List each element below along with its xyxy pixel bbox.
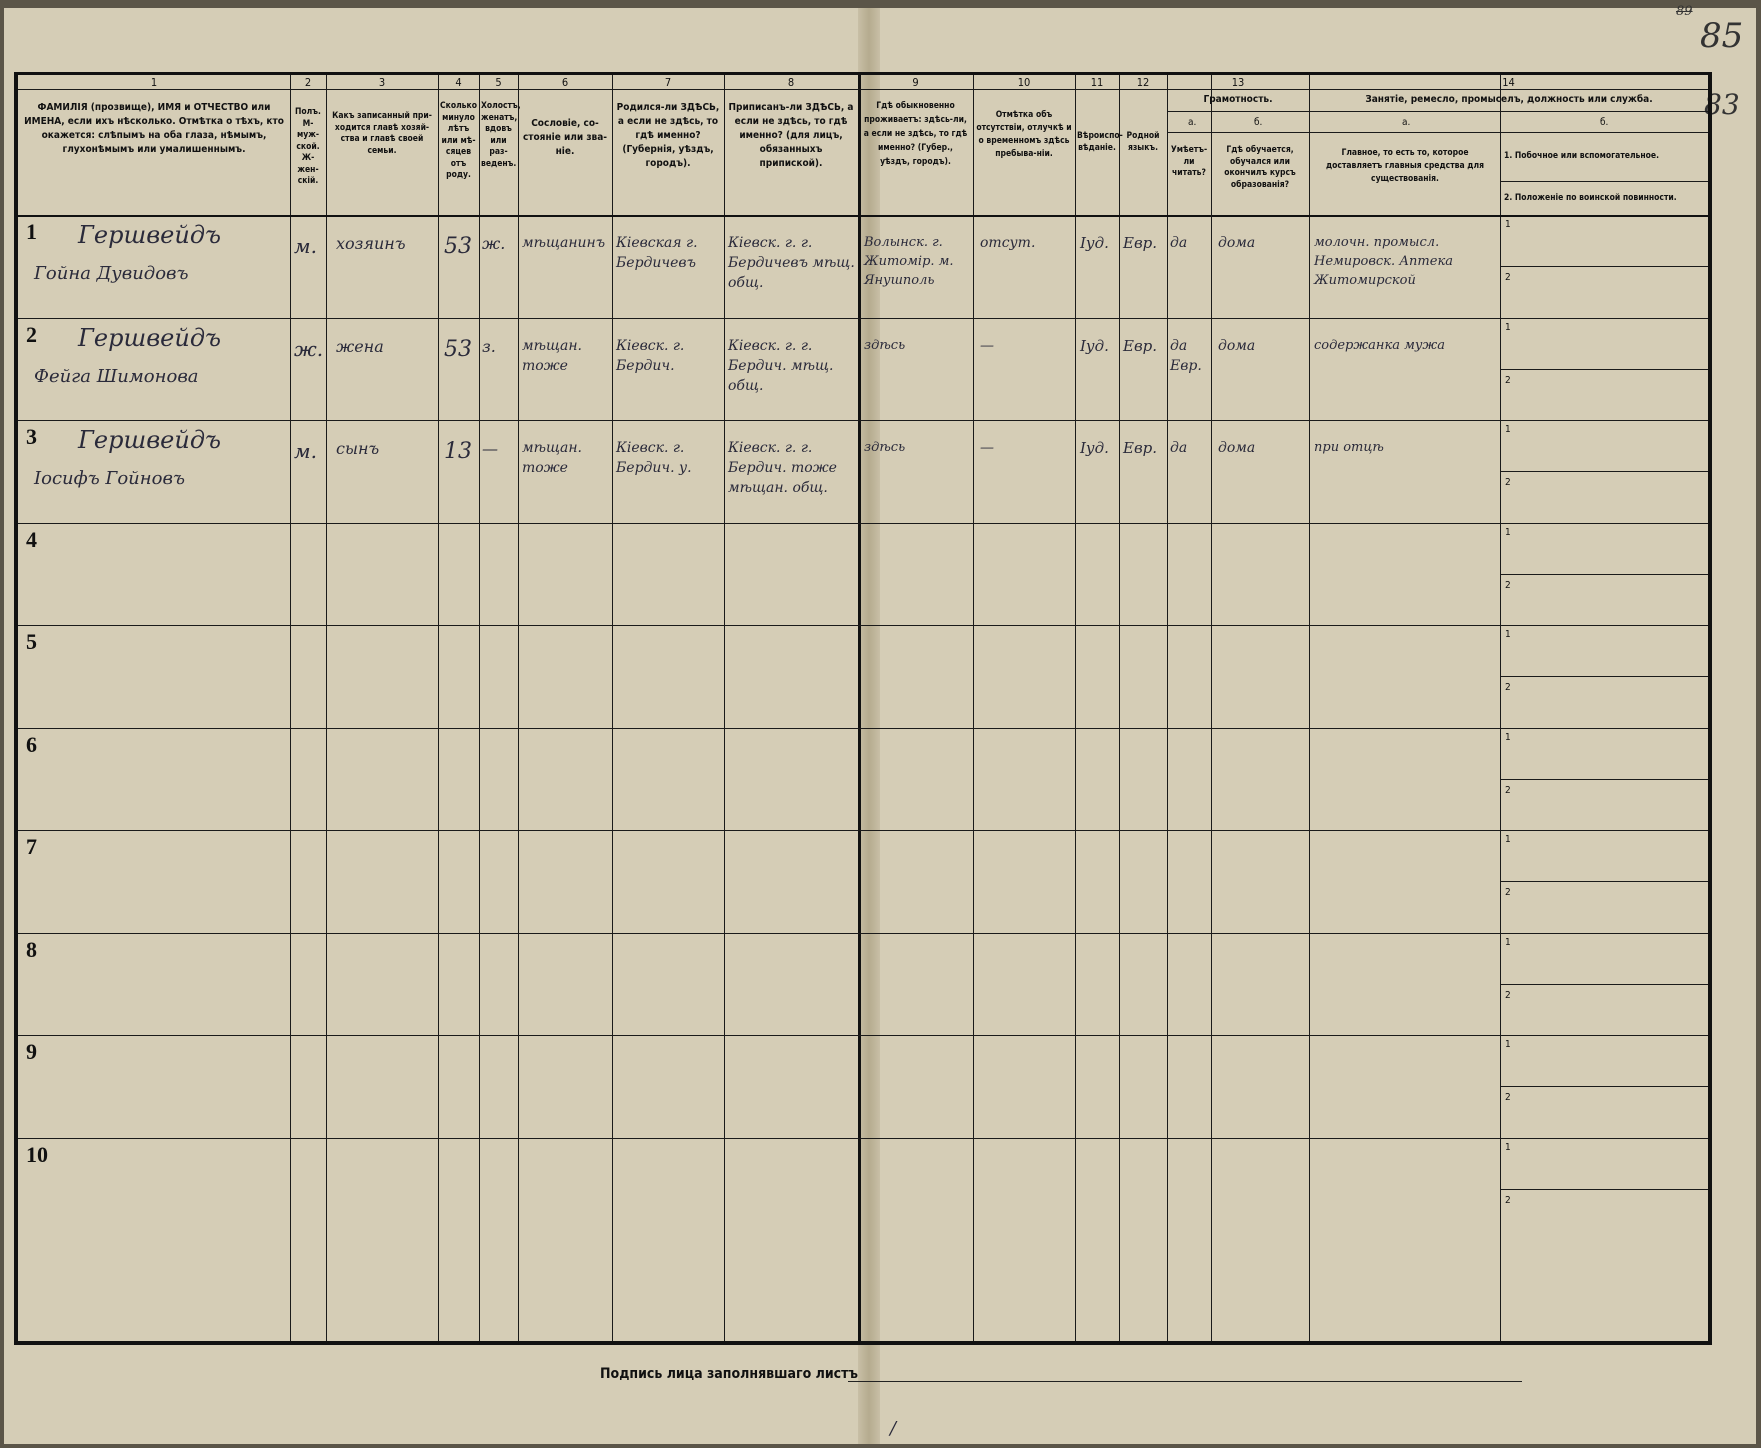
subrow-number: 2 bbox=[1505, 784, 1511, 796]
col-line bbox=[326, 75, 327, 1341]
entry-religion: Іуд. bbox=[1080, 439, 1109, 457]
header-occupation: Занятіе, ремесло, промыселъ, должность или служба. bbox=[1365, 94, 1653, 105]
entry-surname: Гершвейдъ bbox=[78, 221, 222, 249]
entry-marital: ж. bbox=[482, 234, 506, 253]
entry-religion: Іуд. bbox=[1080, 234, 1109, 252]
row-line bbox=[18, 625, 1708, 626]
colnum: 12 bbox=[1136, 76, 1150, 89]
subrow-number: 2 bbox=[1505, 887, 1511, 899]
entry-given-name: Іосифъ Гойновъ bbox=[34, 468, 185, 489]
colnum: 3 bbox=[378, 76, 386, 89]
row-number: 9 bbox=[26, 1039, 37, 1064]
entry-marital: — bbox=[482, 439, 498, 458]
col-line bbox=[973, 75, 974, 1341]
col-line bbox=[1167, 75, 1168, 1341]
entry-estate: мѣщан. тоже bbox=[522, 337, 582, 374]
subrow-number: 2 bbox=[1505, 272, 1511, 284]
row-number: 4 bbox=[26, 526, 37, 552]
entry-literate: да Евр. bbox=[1170, 337, 1202, 374]
row-line bbox=[18, 933, 1708, 934]
entry-edu: дома bbox=[1218, 235, 1256, 251]
archive-folio-number-old: 83 bbox=[1704, 88, 1740, 121]
entry-religion: Іуд. bbox=[1080, 336, 1109, 355]
header-bottom-line bbox=[18, 215, 1708, 217]
row-line bbox=[18, 1138, 1708, 1139]
header-residence: Гдѣ обыкновенно проживаетъ: здѣсь-ли, а если не здѣсь, то гдѣ именно? (Губер., уѣздъ, городъ). bbox=[863, 101, 968, 167]
entry-registered: Кіевск. г. г. Бердичевъ мѣщ. общ. bbox=[728, 235, 855, 291]
entry-residence: Волынск. г. Житомір. м. Янушполь bbox=[864, 235, 954, 288]
entry-surname: Гершвейдъ bbox=[78, 426, 222, 454]
subrow-line bbox=[1500, 1086, 1708, 1087]
entry-born: Кіевск. г. Бердич. bbox=[616, 337, 685, 374]
col-line bbox=[1309, 75, 1310, 1341]
subrow-number: 2 bbox=[1505, 579, 1511, 591]
entry-language: Евр. bbox=[1123, 234, 1158, 252]
header-main-occupation: Главное, то есть то, которое доставляетъ главныя средства для существованія. bbox=[1326, 148, 1484, 184]
header-birthplace: Родился-ли ЗДѢСЬ, а если не здѣсь, то гдѣ именно? (Губернія, уѣздъ, городъ). bbox=[616, 102, 720, 169]
entry-marital: з. bbox=[482, 336, 496, 356]
subrow-number: 1 bbox=[1505, 526, 1511, 538]
row-line bbox=[18, 523, 1708, 524]
row-number: 6 bbox=[26, 731, 37, 757]
entry-sex: ж. bbox=[294, 336, 324, 361]
subrow-number: 1 bbox=[1505, 1141, 1511, 1153]
colnum: 13 bbox=[1231, 76, 1245, 89]
header-literacy-b-label: б. bbox=[1254, 117, 1263, 128]
archive-folio-stamp: 89 bbox=[1676, 4, 1693, 19]
entry-given-name: Гойна Дувидовъ bbox=[34, 263, 189, 284]
row-line bbox=[1500, 181, 1708, 182]
subrow-number: 2 bbox=[1505, 477, 1511, 489]
row-line bbox=[18, 830, 1708, 831]
subrow-number: 1 bbox=[1505, 219, 1511, 230]
row-number: 3 bbox=[26, 424, 37, 449]
subrow-line bbox=[1500, 1189, 1708, 1190]
header-marital: Холостъ, женатъ, вдовъ или раз-веденъ. bbox=[481, 101, 521, 169]
entry-occupation: при отцѣ bbox=[1314, 440, 1384, 455]
entry-language: Евр. bbox=[1123, 439, 1158, 457]
col-line bbox=[724, 75, 725, 1341]
entry-age: 53 bbox=[444, 234, 472, 259]
colnum: 8 bbox=[787, 76, 795, 89]
subrow-number: 1 bbox=[1505, 321, 1511, 333]
subrow-number: 2 bbox=[1505, 374, 1511, 386]
entry-relation: хозяинъ bbox=[336, 234, 406, 253]
row-line bbox=[1167, 111, 1708, 112]
header-sex: Полъ. М-муж-ской. Ж-жен-скій. bbox=[295, 107, 321, 186]
subrow-number: 2 bbox=[1505, 1194, 1511, 1206]
subrow-line bbox=[1500, 779, 1708, 780]
colnum: 11 bbox=[1090, 76, 1104, 89]
row-line bbox=[18, 318, 1708, 319]
header-estate: Сословіе, со-стояніе или зва-ніе. bbox=[522, 118, 608, 157]
col-line bbox=[290, 75, 291, 1341]
header-literacy: Грамотность. bbox=[1203, 94, 1273, 105]
subrow-number: 2 bbox=[1505, 1092, 1511, 1104]
census-table bbox=[14, 72, 1712, 1345]
entry-estate: мѣщанинъ bbox=[522, 235, 606, 251]
row-number: 7 bbox=[26, 834, 37, 859]
header-education: Гдѣ обучается, обучался или окончилъ курсъ образованія? bbox=[1224, 145, 1296, 190]
col-line bbox=[858, 75, 861, 1341]
colnum: 1 bbox=[150, 76, 158, 89]
subrow-number: 1 bbox=[1505, 1039, 1511, 1050]
row-number: 10 bbox=[26, 1141, 48, 1167]
row-number: 2 bbox=[26, 321, 37, 347]
row-line bbox=[18, 89, 1708, 90]
subrow-number: 2 bbox=[1505, 989, 1511, 1001]
colnum: 6 bbox=[561, 76, 569, 89]
entry-age: 53 bbox=[444, 336, 472, 362]
entry-given-name: Фейга Шимонова bbox=[34, 365, 199, 387]
subrow-line bbox=[1500, 471, 1708, 472]
entry-registered: Кіевск. г. г. Бердич. тоже мѣщан. общ. bbox=[728, 440, 837, 496]
header-registration: Приписанъ-ли ЗДѢСЬ, а если не здѣсь, то гдѣ именно? (для лицъ, обязанныхъ припиской). bbox=[728, 102, 854, 169]
row-line bbox=[18, 728, 1708, 729]
header-occupation-a-label: а. bbox=[1402, 117, 1411, 128]
subrow-line bbox=[1500, 881, 1708, 882]
header-name: ФАМИЛІЯ (прозвище), ИМЯ и ОТЧЕСТВО или ИМЕНА, если ихъ нѣсколько. Отмѣтка о тѣхъ, кто окажется: слѣпымъ на оба глаза, нѣмымъ, глухонѣмымъ или умалишеннымъ. bbox=[24, 102, 284, 155]
colnum: 10 bbox=[1017, 76, 1031, 89]
entry-born: Кіевская г. Бердичевъ bbox=[616, 235, 698, 271]
entry-occupation: содержанка мужа bbox=[1314, 337, 1445, 353]
entry-surname: Гершвейдъ bbox=[78, 323, 222, 352]
entry-absence: — bbox=[980, 337, 994, 354]
col-line bbox=[1075, 75, 1076, 1341]
row-number: 5 bbox=[26, 629, 37, 654]
subrow-line bbox=[1500, 369, 1708, 370]
entry-edu: дома bbox=[1218, 337, 1256, 354]
archive-folio-number: 85 bbox=[1700, 16, 1744, 56]
colnum: 9 bbox=[912, 76, 919, 89]
subrow-line bbox=[1500, 574, 1708, 575]
header-age: Сколько минуло лѣтъ или мѣ-сяцев отъ роду. bbox=[440, 101, 477, 180]
entry-registered: Кіевск. г. г. Бердич. мѣщ. общ. bbox=[728, 337, 834, 394]
header-religion: Вѣроиспо-вѣданіе. bbox=[1077, 131, 1123, 153]
colnum: 14 bbox=[1502, 76, 1515, 89]
entry-language: Евр. bbox=[1123, 336, 1158, 355]
col-line bbox=[1211, 111, 1212, 1341]
col-line bbox=[479, 75, 480, 1341]
entry-sex: м. bbox=[294, 234, 317, 258]
entry-edu: дома bbox=[1218, 440, 1256, 456]
entry-occupation: молочн. промысл. Немировск. Аптека Житомирской bbox=[1314, 235, 1453, 288]
header-literacy-a-label: а. bbox=[1188, 117, 1197, 128]
colnum: 7 bbox=[664, 76, 672, 89]
subrow-number: 1 bbox=[1505, 629, 1511, 640]
subrow-number: 2 bbox=[1505, 682, 1511, 694]
entry-absence: отсут. bbox=[980, 235, 1036, 251]
col-line bbox=[518, 75, 519, 1341]
entry-residence: здѣсь bbox=[864, 440, 906, 455]
entry-relation: жена bbox=[336, 336, 384, 356]
subrow-line bbox=[1500, 676, 1708, 677]
entry-literate: да bbox=[1170, 235, 1188, 251]
header-relation: Какъ записанный при-ходится главѣ хозяй-ства и главѣ своей семьи. bbox=[332, 111, 432, 156]
row-line bbox=[18, 420, 1708, 421]
col-line bbox=[1500, 75, 1501, 1341]
header-occupation-b-label: б. bbox=[1600, 117, 1609, 128]
signature-label: Подпись лица заполнявшаго листъ bbox=[600, 1366, 858, 1382]
header-side-occupation: 1. Побочное или вспомогательное. bbox=[1504, 151, 1660, 161]
col-line bbox=[438, 75, 439, 1341]
entry-born: Кіевск. г. Бердич. у. bbox=[616, 440, 692, 476]
signature-line[interactable] bbox=[848, 1381, 1522, 1382]
entry-age: 13 bbox=[444, 439, 472, 464]
colnum: 5 bbox=[495, 76, 502, 89]
entry-absence: — bbox=[980, 440, 994, 456]
subrow-number: 1 bbox=[1505, 424, 1511, 435]
header-absence: Отмѣтка объ отсутствіи, отлучкѣ и о временномъ здѣсь пребыва-ніи. bbox=[976, 110, 1072, 159]
subrow-line bbox=[1500, 984, 1708, 985]
signature-mark: / bbox=[890, 1418, 897, 1439]
colnum: 4 bbox=[455, 76, 462, 89]
row-number: 1 bbox=[26, 219, 37, 244]
row-number: 8 bbox=[26, 936, 37, 962]
col-line bbox=[612, 75, 613, 1341]
entry-literate: да bbox=[1170, 440, 1188, 456]
header-can-read: Умѣетъ-ли читать? bbox=[1170, 145, 1208, 178]
subrow-number: 1 bbox=[1505, 936, 1511, 948]
header-military: 2. Положеніе по воинской повинности. bbox=[1504, 193, 1677, 203]
subrow-number: 1 bbox=[1505, 834, 1511, 845]
col-line bbox=[1119, 75, 1120, 1341]
colnum: 2 bbox=[304, 76, 312, 89]
header-language: Родной языкъ. bbox=[1126, 131, 1160, 153]
entry-relation: сынъ bbox=[336, 439, 380, 458]
subrow-number: 1 bbox=[1505, 731, 1511, 743]
row-line bbox=[1167, 132, 1708, 133]
row-line bbox=[18, 1035, 1708, 1036]
entry-residence: здѣсь bbox=[864, 337, 906, 353]
entry-sex: м. bbox=[294, 439, 317, 463]
subrow-line bbox=[1500, 266, 1708, 267]
entry-estate: мѣщан. тоже bbox=[522, 440, 582, 476]
